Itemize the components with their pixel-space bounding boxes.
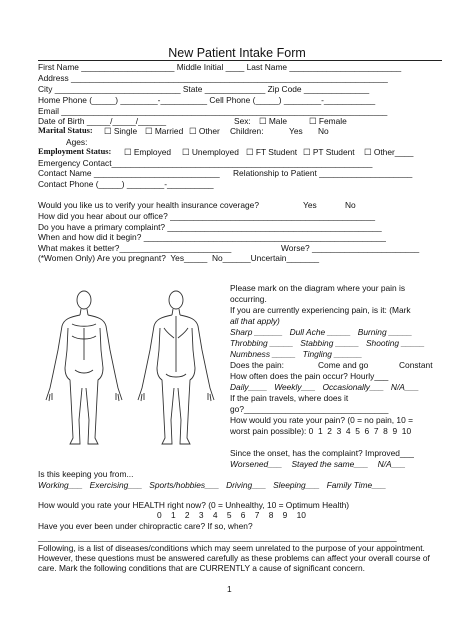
phone-line[interactable]: Home Phone (_____) ________-__________ Cell Phone (_____) ________-___________: [38, 95, 376, 105]
primary-complaint-question[interactable]: Do you have a primary complaint? ______________________________________________: [38, 222, 382, 232]
dob-line[interactable]: Date of Birth _____/_____/______: [38, 116, 167, 126]
conditions-intro-2: However, these questions must be answered carefully as these problems can affect your overall course of: [38, 553, 430, 563]
pain-types-row-1[interactable]: Sharp ______ Dull Ache _____ Burning _____: [230, 327, 413, 337]
conditions-intro-3: care. Mark the following conditions that are CURRENTLY a cause of significant concern.: [38, 563, 365, 573]
children-label: Children:: [230, 126, 264, 136]
pain-instructions-2: occurring.: [230, 294, 267, 304]
contact-name-line[interactable]: Contact Name ___________________________: [38, 168, 220, 178]
emergency-contact-heading: Emergency Contact________________________________________________________: [38, 158, 373, 168]
employment-option-pt-student[interactable]: ☐ PT Student: [303, 147, 355, 157]
marital-status-label: Marital Status:: [38, 126, 93, 135]
marital-option-other[interactable]: ☐ Other: [189, 126, 220, 136]
sex-label: Sex:: [234, 116, 251, 126]
pain-rating-1: How would you rate your pain? (0 = no pain, 10 =: [230, 415, 413, 425]
email-line[interactable]: Email ______________________________________________________________________: [38, 106, 388, 116]
activity-question: Is this keeping you from...: [38, 469, 134, 479]
pain-current-1: If you are currently experiencing pain, is it: (Mark: [230, 305, 411, 315]
pain-travel-1: If the pain travels, where does it: [230, 393, 349, 403]
pain-rating-scale[interactable]: worst pain possible): 0 1 2 3 4 5 6 7 8 9 10: [230, 426, 412, 436]
pain-come-and-go-option[interactable]: Come and go: [318, 360, 369, 370]
conditions-intro-1: Following, is a list of diseases/conditions which may seem unrelated to the purpose of your appointment.: [38, 543, 425, 553]
ages-label: Ages:: [66, 137, 88, 147]
employment-option-ft-student[interactable]: ☐ FT Student: [246, 147, 298, 157]
body-diagram[interactable]: [36, 288, 226, 450]
pregnancy-question[interactable]: (*Women Only) Are you pregnant? Yes_____ No______Uncertain_______: [38, 253, 320, 263]
pain-travel-2[interactable]: go?_______________________________: [230, 404, 389, 414]
children-yes[interactable]: Yes: [289, 126, 303, 136]
worse-question[interactable]: Worse? _______________________: [281, 243, 420, 253]
pain-types-row-2[interactable]: Throbbing _____ Stabbing _____ Shooting _____: [230, 338, 425, 348]
title-rule: [38, 60, 442, 61]
pain-instructions-1: Please mark on the diagram where your pain is: [230, 283, 406, 293]
chiropractic-question: Have you ever been under chiropractic care? If so, when?: [38, 521, 253, 531]
city-line[interactable]: City ___________________________ State _____________ Zip Code ______________: [38, 84, 370, 94]
children-no[interactable]: No: [318, 126, 329, 136]
sex-female-option[interactable]: ☐ Female: [309, 116, 347, 126]
marital-option-married[interactable]: ☐ Married: [145, 126, 184, 136]
pain-frequency-1[interactable]: How often does the pain occur? Hourly___: [230, 371, 389, 381]
onset-change-1[interactable]: Since the onset, has the complaint? Improved___: [230, 448, 414, 458]
body-front-figure: [46, 291, 122, 444]
insurance-question: Would you like us to verify your health insurance coverage?: [38, 200, 259, 210]
insurance-no[interactable]: No: [345, 200, 356, 210]
form-title: New Patient Intake Form: [168, 46, 306, 60]
body-back-figure: [138, 291, 214, 444]
health-rating-question: How would you rate your HEALTH right now? (0 = Unhealthy, 10 = Optimum Health): [38, 500, 350, 510]
employment-option-employed[interactable]: ☐ Employed: [124, 147, 172, 157]
pain-pattern-label: Does the pain:: [230, 360, 285, 370]
employment-option-other[interactable]: ☐ Other____: [364, 147, 414, 157]
relationship-line[interactable]: Relationship to Patient ____________________: [233, 168, 413, 178]
sex-male-option[interactable]: ☐ Male: [259, 116, 287, 126]
referral-question[interactable]: How did you hear about our office? ____________________________________________: [38, 211, 376, 221]
first-name-line[interactable]: First Name ____________________ Middle Initial ____ Last Name ________________________: [38, 62, 402, 72]
marital-option-single[interactable]: ☐ Single: [104, 126, 138, 136]
chiropractic-answer-line[interactable]: _____________________________________________________________________________: [38, 532, 397, 542]
address-line[interactable]: Address ____________________________________________________________________: [38, 73, 388, 83]
employment-status-label: Employment Status:: [38, 147, 112, 156]
pain-current-2: all that apply): [230, 316, 280, 326]
onset-question[interactable]: When and how did it begin? ____________________________________________________: [38, 232, 386, 242]
better-question[interactable]: What makes it better?________________________: [38, 243, 232, 253]
contact-phone-line[interactable]: Contact Phone (_____) ________-__________: [38, 179, 214, 189]
pain-types-row-3[interactable]: Numbness _____ Tingling ______: [230, 349, 363, 359]
onset-change-2[interactable]: Worsened___ Stayed the same___ N/A___: [230, 459, 406, 469]
activity-options[interactable]: Working___ Exercising___ Sports/hobbies___ Driving___ Sleeping___ Family Time___: [38, 480, 387, 490]
health-rating-scale[interactable]: 0 1 2 3 4 5 6 7 8 9 10: [157, 510, 306, 520]
pain-frequency-2[interactable]: Daily____ Weekly___ Occasionally___ N/A___: [230, 382, 419, 392]
page-number: 1: [227, 584, 232, 594]
insurance-yes[interactable]: Yes: [303, 200, 317, 210]
pain-constant-option[interactable]: Constant: [399, 360, 433, 370]
employment-option-unemployed[interactable]: ☐ Unemployed: [182, 147, 239, 157]
